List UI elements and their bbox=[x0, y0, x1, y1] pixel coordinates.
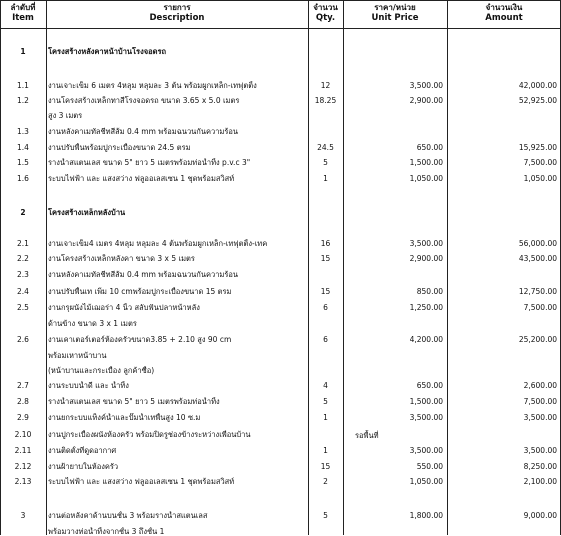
item-unit-price: 1,250.00 bbox=[409, 303, 443, 312]
item-description: งานปรับพื้นเท เพิ่ม 10 cmพร้อมปูกระเบื้องขนาด 15 ตรม bbox=[48, 287, 232, 296]
item-description: ระบบไฟฟ้า และ แสงสว่าง ฟลูออเลสเซน 1 ชุดพร้อมสวิสท์ bbox=[48, 477, 235, 486]
item-description: รางน้ำสแตนเลส ขนาด 5" ยาว 5 เมตรพร้อมท่อน้ำทิ้ง p.v.c 3" bbox=[48, 158, 251, 167]
item-amount: 7,500.00 bbox=[523, 303, 557, 312]
item-unit-price: 1,500.00 bbox=[409, 397, 443, 406]
item-amount: 9,000.00 bbox=[523, 511, 557, 520]
item-description: พร้อมวางท่อน้ำทิ้งจากชั้น 3 ถึงชั้น 1 bbox=[48, 527, 165, 536]
header-description-th: รายการ bbox=[163, 3, 191, 12]
item-unit-price: 850.00 bbox=[416, 287, 443, 296]
item-number: 2.10 bbox=[14, 430, 32, 439]
item-number: 2.6 bbox=[17, 335, 29, 344]
item-number: 1.4 bbox=[17, 143, 29, 152]
item-number: 2.9 bbox=[17, 413, 29, 422]
item-number: 2.5 bbox=[17, 303, 29, 312]
item-description: รางน้ำสแตนเลส ขนาด 5" ยาว 5 เมตรพร้อมท่อน้ำทิ้ง bbox=[48, 397, 220, 406]
item-description: งานกรุผนังไม้เฌอร่า 4 นิ้ว สลับฟันปลาหน้าหลัง bbox=[48, 303, 200, 312]
item-amount: 56,000.00 bbox=[518, 239, 557, 248]
item-amount: 8,250.00 bbox=[523, 462, 557, 471]
item-description: งานหลังคาเมทัลชีทสีส้ม 0.4 mm พร้อมฉนวนกันความร้อน bbox=[48, 270, 239, 279]
header-qty-en: Qty. bbox=[315, 13, 336, 23]
item-unit-price: 2,900.00 bbox=[409, 96, 443, 105]
item-unit-price: 650.00 bbox=[416, 143, 443, 152]
item-amount: 1,050.00 bbox=[523, 174, 557, 183]
item-description: งานหลังคาเมทัลชีทสีส้ม 0.4 mm พร้อมฉนวนกันความร้อน bbox=[48, 127, 239, 136]
item-qty: 1 bbox=[323, 446, 328, 455]
item-unit-price: 1,050.00 bbox=[409, 477, 443, 486]
header-bottom-border bbox=[0, 28, 561, 29]
item-amount: 3,500.00 bbox=[523, 446, 557, 455]
header-amount-th: จำนวนเงิน bbox=[485, 3, 523, 12]
item-number: 2.11 bbox=[14, 446, 32, 455]
item-description: (หน้าบานและกระเบื้อง ลูกค้าซื้อ) bbox=[48, 366, 155, 375]
pending-note: รอพื้นที่ bbox=[355, 431, 379, 440]
item-qty: 2 bbox=[323, 477, 328, 486]
item-amount: 7,500.00 bbox=[523, 158, 557, 167]
item-number: 2.7 bbox=[17, 381, 29, 390]
header-item-en: Item bbox=[12, 13, 34, 23]
item-amount: 42,000.00 bbox=[518, 81, 557, 90]
item-unit-price: 4,200.00 bbox=[409, 335, 443, 344]
item-qty: 12 bbox=[320, 81, 331, 90]
item-number: 1.2 bbox=[17, 96, 29, 105]
item-qty: 1 bbox=[323, 174, 328, 183]
item-qty: 6 bbox=[323, 303, 328, 312]
header-qty-th: จำนวน bbox=[313, 3, 338, 12]
item-number: 3 bbox=[20, 511, 26, 520]
item-unit-price: 1,500.00 bbox=[409, 158, 443, 167]
header-description-en: Description bbox=[149, 13, 205, 23]
header-item-th: ลำดับที่ bbox=[10, 3, 36, 12]
item-amount: 25,200.00 bbox=[518, 335, 557, 344]
item-unit-price: 3,500.00 bbox=[409, 413, 443, 422]
item-qty: 18.25 bbox=[314, 96, 337, 105]
item-unit-price: 3,500.00 bbox=[409, 239, 443, 248]
item-qty: 4 bbox=[323, 381, 328, 390]
item-description: งานปรับพื้นพร้อมปูกระเบื้องขนาด 24.5 ตรม bbox=[48, 143, 191, 152]
item-amount: 2,100.00 bbox=[523, 477, 557, 486]
item-unit-price: 3,500.00 bbox=[409, 81, 443, 90]
item-description: งานเจาะเข็ม4 เมตร 4หลุม หลุมละ 4 ต้นพร้อมผูกเหล็ก-เทฟุตติ้ง-เทค bbox=[48, 239, 268, 248]
item-description: งานยกระบบแท็งค์น้ำและปั๊มน้ำเทพื้นสูง 10 ซ.ม bbox=[48, 413, 201, 422]
item-qty: 15 bbox=[320, 287, 331, 296]
item-number: 1.1 bbox=[17, 81, 29, 90]
item-qty: 6 bbox=[323, 335, 328, 344]
item-amount: 15,925.00 bbox=[518, 143, 557, 152]
item-description: งานติดตั้งที่ดูดอากาศ bbox=[48, 446, 117, 455]
item-qty: 24.5 bbox=[317, 143, 334, 152]
item-number: 1.5 bbox=[17, 158, 29, 167]
item-description: ระบบไฟฟ้า และ แสงสว่าง ฟลูออเลสเซน 1 ชุดพร้อมสวิสท์ bbox=[48, 174, 235, 183]
item-amount: 43,500.00 bbox=[518, 254, 557, 263]
item-description: งานโครงสร้างเหล็กทาสีโรงจอดรถ ขนาด 3.65 x 5.0 เมตร bbox=[48, 96, 240, 105]
item-description: งานเคาเตอร์เตอร์ห้องครัวขนาด3.85 + 2.10 สูง 90 cm bbox=[48, 335, 232, 344]
item-qty: 5 bbox=[323, 397, 328, 406]
item-number: 2.1 bbox=[17, 239, 29, 248]
item-qty: 15 bbox=[320, 254, 331, 263]
item-unit-price: 1,800.00 bbox=[409, 511, 443, 520]
item-qty: 5 bbox=[323, 511, 328, 520]
item-description: พร้อมเหาหน้าบาน bbox=[48, 351, 107, 360]
item-unit-price: 3,500.00 bbox=[409, 446, 443, 455]
item-qty: 16 bbox=[320, 239, 331, 248]
item-description: งานต่อหลังคาด้านบนชั้น 3 พร้อมรางน้ำสแตนเลส bbox=[48, 511, 208, 520]
item-description: สูง 3 เมตร bbox=[48, 111, 83, 120]
item-description: งานปูกระเบื้องผนังห้องครัว พร้อมปิดรูช่องข้างระหว่างเพื่อนบ้าน bbox=[48, 430, 251, 439]
item-number: 2.2 bbox=[17, 254, 29, 263]
item-number: 2.3 bbox=[17, 270, 29, 279]
item-number: 1.6 bbox=[17, 174, 29, 183]
item-amount: 3,500.00 bbox=[523, 413, 557, 422]
item-number: 2.4 bbox=[17, 287, 29, 296]
item-number: 2.12 bbox=[14, 462, 32, 471]
item-number: 2 bbox=[20, 208, 26, 217]
item-qty: 15 bbox=[320, 462, 331, 471]
item-unit-price: 2,900.00 bbox=[409, 254, 443, 263]
header-unit-price-th: ราคา/หน่วย bbox=[374, 3, 416, 12]
item-unit-price: 550.00 bbox=[416, 462, 443, 471]
item-number: 2.8 bbox=[17, 397, 29, 406]
header-unit-price-en: Unit Price bbox=[371, 13, 419, 23]
item-number: 2.13 bbox=[14, 477, 32, 486]
item-description: งานเจาะเข็ม 6 เมตร 4หลุม หลุมละ 3 ต้น พร้อมผูกเหล็ก-เทฟุตติ้ง bbox=[48, 81, 257, 90]
item-qty: 5 bbox=[323, 158, 328, 167]
item-amount: 12,750.00 bbox=[518, 287, 557, 296]
item-qty: 1 bbox=[323, 413, 328, 422]
item-amount: 7,500.00 bbox=[523, 397, 557, 406]
item-unit-price: 650.00 bbox=[416, 381, 443, 390]
header-amount-en: Amount bbox=[485, 13, 523, 23]
item-amount: 2,600.00 bbox=[523, 381, 557, 390]
item-description: โครงสร้างเหล็กหลังบ้าน bbox=[48, 208, 126, 217]
item-description: โครงสร้างหลังคาหน้าบ้านโรงจอดรถ bbox=[48, 47, 167, 56]
item-description: งานโครงสร้างเหล็กหลังคา ขนาด 3 x 5 เมตร bbox=[48, 254, 195, 263]
item-number: 1 bbox=[20, 47, 26, 56]
item-unit-price: 1,050.00 bbox=[409, 174, 443, 183]
item-description: งานระบบน้ำดี และ น้ำทิ้ง bbox=[48, 381, 129, 390]
item-description: ด้านข้าง ขนาด 3 x 1 เมตร bbox=[48, 319, 137, 328]
item-amount: 52,925.00 bbox=[518, 96, 557, 105]
item-description: งานฝ้ายาบในห้องครัว bbox=[48, 462, 119, 471]
item-number: 1.3 bbox=[17, 127, 29, 136]
header-top-border bbox=[0, 0, 561, 1]
